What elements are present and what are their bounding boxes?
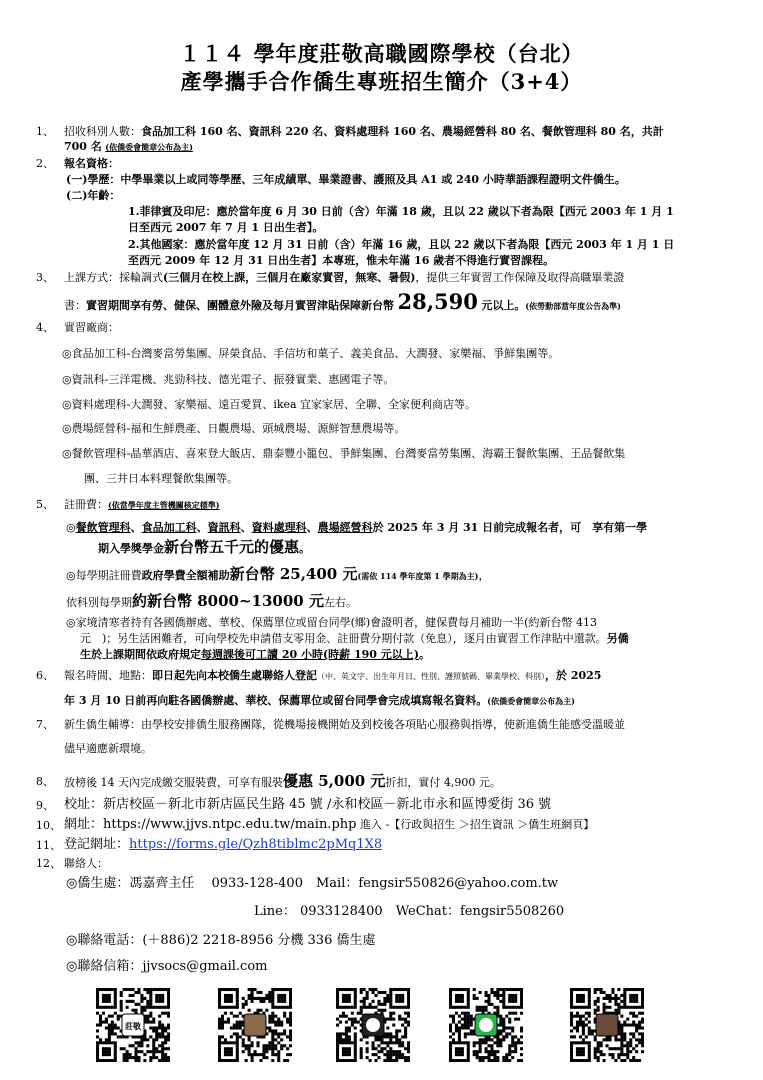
dept: 餐飲管理科	[75, 521, 131, 534]
register-line: 登記網址：https://forms.gle/Qzh8tiblmc2pMq1X8	[64, 837, 383, 852]
section-7-line-2: 儘早適應新環境。	[64, 742, 152, 755]
contact-office: ◎僑生處：馮嘉齊主任 0933-128-400 Mail：fengsir550826@yahoo.com.tw	[66, 876, 559, 891]
aid-line-1: ◎家境清寒者持有各國僑辦處、華校、保薦單位或留台同學(鄉)會證明者，健保費每月補助一半(約新台幣 413	[66, 616, 597, 629]
registration-fields: （中、英文字、出生年月日、性別、護照號碼、畢業學校、科別）	[317, 672, 545, 681]
company-list-food: ◎食品加工科-台灣麥當勞集團、屏榮食品、手信坊和菓子、義美食品、大潤發、家樂福、爭鮮集團等。	[62, 347, 560, 360]
contact-email: ◎聯絡信箱：jjvsocs@gmail.com	[66, 959, 268, 974]
aid-line-3: 生於上課期間依政府規定每週課後可工讀 20 小時(時薪 190 元以上)。	[80, 648, 430, 661]
note: (依僑委會簡章公布為主)	[487, 696, 575, 706]
qr-logo-text: 莊敬	[125, 1022, 141, 1031]
company-list-catering: ◎餐飲管理科-晶華酒店、喜來登大飯店、鼎泰豐小籠包、爭鮮集團、台灣麥當勞集團、海霸王餐飲集團、王品餐飲集	[62, 447, 626, 460]
qr-code-group[interactable]	[570, 988, 644, 1062]
dept: 資料處理科	[251, 521, 307, 534]
title-line-2: 產學攜手合作僑生專班招生簡介（3+4）	[180, 69, 583, 94]
uniform-discount: 優惠 5,000 元	[283, 772, 386, 790]
section-3-line-1	[64, 270, 624, 285]
item-number: 3、	[36, 271, 54, 284]
work-hours: 每週課後可工讀 20 小時(時薪 190 元以上)	[201, 648, 419, 661]
title-line-1: １１４ 學年度莊敬高職國際學校（台北）	[179, 41, 584, 66]
item-number: 11、	[36, 839, 61, 852]
section-1-line-1	[64, 124, 664, 139]
education-requirement: (一)學歷：中學畢業以上或同等學歷、三年成績單、畢業證書、護照及具 A1 或 240 小時華語課程證明文件僑生。	[66, 173, 626, 186]
scholarship-line-2: 期入學獎學金新台幣五千元的優惠。	[98, 538, 311, 556]
section-4-title: 實習廠商：	[64, 321, 119, 334]
qr-code-photo[interactable]	[218, 988, 292, 1062]
dept: 資訊科	[207, 521, 241, 534]
text: 元以上。	[481, 299, 526, 312]
label: 註冊費：	[64, 498, 108, 511]
subsidy: 政府學費全額補助	[141, 569, 230, 582]
note: (依勞動部當年度公告為準)	[525, 301, 621, 311]
item-number: 1、	[36, 125, 54, 138]
company-list-it: ◎資訊科-三洋電機、兆勁科技、德光電子、振發實業、惠國電子等。	[62, 373, 395, 386]
website-line	[64, 817, 594, 832]
item-number: 9、	[36, 799, 54, 812]
tuition-line: ◎每學期註冊費政府學費全額補助新台幣 25,400 元(需依 114 學年度第 1 學期為主)，	[66, 565, 490, 583]
qr-code-logo[interactable]	[96, 988, 170, 1062]
section-12-title: 聯絡人：	[64, 857, 108, 870]
fee-range-line: 依科別每學期約新台幣 8000~13000 元左右。	[66, 592, 357, 610]
text: ，提供三年實習工作保障及取得高職畢業證	[415, 271, 625, 284]
age-rule-1-line-2: 日至西元 2007 年 7 月 1 日出生者】。	[128, 221, 324, 234]
item-number: 10、	[36, 819, 61, 832]
section-7-line-1: 新生僑生輔導：由學校安排僑生服務團隊，從機場接機開始及到校後各項貼心服務與指導，使新進僑生能感受溫暖並	[64, 718, 625, 731]
age-rule-1-line-1: 1.菲律賓及印尼：應於當年度 6 月 30 日前（含）年滿 18 歲，且以 22 歲以下者為限【西元 2003 年 1 月 1	[128, 205, 674, 218]
item-number: 12、	[36, 857, 61, 870]
item-number: 4、	[36, 321, 54, 334]
section-1-line-2	[64, 139, 193, 155]
benefits: 實習期間享有勞、健保、團體意外險及每月實習津貼保障新台幣	[86, 299, 394, 312]
item-number: 2、	[36, 157, 54, 170]
dept: 食品加工科	[141, 521, 197, 534]
section-6-line-1: 報名時間、地點：即日起先向本校僑生處聯絡人登記（中、英文字、出生年月日、性別、護照號碼、畢業學校、科別），於 2025	[64, 669, 602, 682]
note: (依僑委會簡章公布為主)	[105, 142, 193, 152]
website-url[interactable]: 網址：https://www.jjvs.ntpc.edu.tw/main.php	[64, 817, 357, 832]
company-list-data: ◎資料處理科-大潤發、家樂福、遠百愛買、ikea 宜家家居、全聯、全家便利商店等。	[62, 398, 477, 411]
scholarship-amount: 新台幣五千元的優惠	[164, 538, 300, 556]
aid-line-2: 元 )；另生活困難者，可向學校先申請借支零用金、註冊費分期付款（免息），逐月由實習工作津貼中還款。另僑	[80, 632, 629, 645]
scholarship-line-1: ◎餐飲管理科、食品加工科、資訊科、資料處理科、農場經營科於 2025 年 3 月 31 日前完成報名者，可 享有第一學	[66, 521, 648, 534]
qr-code-line[interactable]	[336, 988, 410, 1062]
section-5-title	[64, 497, 220, 513]
note: (依當學年度主管機關核定標準)	[108, 500, 220, 510]
section-6-line-2: 年 3 月 10 日前再向駐各國僑辦處、華校、保薦單位或留台同學會完成填寫報名資料。(依僑委會簡章公布為主)	[64, 694, 575, 707]
text: 書：	[64, 299, 86, 312]
label: 招收科別人數：	[64, 125, 141, 138]
company-list-catering-cont: 團、三井日本料理餐飲集團等。	[84, 472, 238, 485]
item-number: 6、	[36, 669, 54, 682]
total-count: 700 名	[64, 140, 102, 153]
section-2-title: 報名資格：	[64, 157, 119, 170]
item-number: 8、	[36, 775, 54, 788]
age-heading: (二)年齡：	[66, 189, 121, 202]
contact-line-wechat: Line： 0933128400 WeChat：fengsir5508260	[254, 904, 565, 919]
fee-range: 約新台幣 8000~13000 元	[132, 592, 324, 610]
dept: 農場經營科	[317, 521, 373, 534]
note: (需依 114 學年度第 1 學期為主)	[357, 571, 479, 581]
company-list-farm: ◎農場經營科-福和生鮮農產、日觀農場、頭城農場、源鮮智慧農場等。	[62, 422, 406, 435]
section-3-line-2	[64, 289, 621, 314]
dept-counts: 食品加工科 160 名、資訊科 220 名、資料處理科 160 名、農場經營科 80 名、餐飲管理科 80 名，共計	[141, 125, 664, 138]
qr-code-wechat[interactable]	[449, 988, 523, 1062]
age-rule-2-line-2: 至西元 2009 年 12 月 31 日出生者】本專班，惟未年滿 16 歲者不得進行實習課程。	[128, 254, 555, 267]
tuition-amount: 新台幣 25,400 元	[229, 565, 358, 583]
item-number: 5、	[36, 498, 54, 511]
register-link[interactable]: https://forms.gle/Qzh8tiblmc2pMq1X8	[129, 837, 383, 852]
contact-phone: ◎聯絡電話：(＋886)2 2218-8956 分機 336 僑生處	[66, 933, 376, 948]
age-rule-2-line-1: 2.其他國家：應於當年度 12 月 31 日前（含）年滿 16 歲，且以 22 歲以下者為限【西元 2003 年 1 月 1 日	[128, 238, 675, 251]
rotation-note: (三個月在校上課，三個月在廠家實習，無寒、暑假)	[163, 271, 416, 284]
school-address: 校址：新店校區－新北市新店區民生路 45 號 /永和校區－新北市永和區博愛街 36 號	[64, 797, 552, 812]
label: 上課方式：採輪調式	[64, 271, 163, 284]
website-path: 進入 -【行政與招生 ＞招生資訊 ＞僑生班網頁】	[359, 818, 595, 831]
allowance-amount: 28,590	[397, 289, 478, 314]
item-number: 7、	[36, 718, 54, 731]
section-8-line: 放榜後 14 天內完成繳交服裝費，可享有服裝優惠 5,000 元折扣，實付 4,900 元。	[64, 772, 501, 790]
